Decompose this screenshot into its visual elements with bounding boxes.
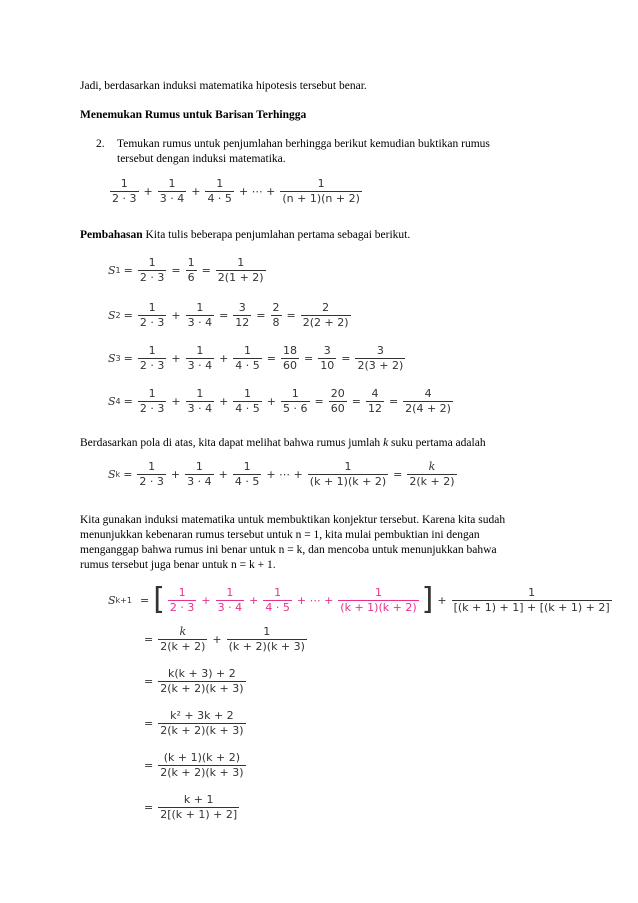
problem-line-1: Temukan rumus untuk penjumlahan berhingga berikut kemudian buktikan rumus bbox=[117, 138, 490, 150]
step-2: = $\frac{k(k + 3) + 2}{2(k + 2)(k + 3)}$ bbox=[144, 667, 244, 695]
fraction: $\frac{1}{4 \cdot 5}$ bbox=[207, 177, 232, 205]
pembahasan-paragraph: Pembahasan Kita tulis beberapa penjumlahan pertama sebagai berikut. bbox=[80, 229, 411, 241]
equation-sk: S k = $\frac{1}{2 \cdot 3}$ + $\frac{1}{3 \cdot 4}$ + $\frac{1}{4 \cdot 5}$ + ⋯ + $\frac{1}{(k + 1)(k + 2)}$ = $\frac{k}{2(k + 2)}$ bbox=[108, 460, 455, 488]
induksi-line-1: Kita gunakan induksi matematika untuk membuktikan konjektur tersebut. Karena kita sudah bbox=[80, 514, 506, 526]
step-4: = $\frac{(k + 1)(k + 2)}{2(k + 2)(k + 3)}$ bbox=[144, 751, 244, 779]
induksi-line-4: rumus tersebut juga benar untuk n = k + 1. bbox=[80, 559, 276, 571]
pembahasan-label: Pembahasan bbox=[80, 229, 143, 241]
induksi-line-3: menganggap bahwa rumus ini benar untuk n = k, dan mencoba untuk menunjukkan bahwa bbox=[80, 544, 497, 556]
problem-number: 2. bbox=[96, 138, 105, 150]
series-expression: $\frac{1}{2 \cdot 3}$ + $\frac{1}{3 \cdot 4}$ + $\frac{1}{4 \cdot 5}$ + ⋯ + $\frac{1}{(n + 1)(n + 2)}$ bbox=[112, 177, 360, 205]
section-heading: Menemukan Rumus untuk Barisan Terhingga bbox=[80, 109, 307, 121]
fraction: $\frac{1}{2 \cdot 3}$ bbox=[112, 177, 137, 205]
problem-line-2: tersebut dengan induksi matematika. bbox=[117, 153, 286, 165]
step-3: = $\frac{\text{k² + 3k + 2}}{2(k + 2)(k + 3)}$ bbox=[144, 709, 244, 737]
intro-paragraph: Jadi, berdasarkan induksi matematika hipotesis tersebut benar. bbox=[80, 80, 367, 92]
equation-sk1: S k+1 = [ $\frac{1}{2 \cdot 3}$ + $\frac{1}{3 \cdot 4}$ + $\frac{1}{4 \cdot 5}$ + ⋯ + $\frac{1}{(k + 1)(k + 2)}$ ] + $\frac{1}{[(k + 1) + 1] + [(k + 1) + 2]}$ bbox=[108, 582, 610, 617]
equation-s1: S 1 = $\frac{1}{2 \cdot 3}$ = $\frac{1}{6}$ = $\frac{1}{2(1 + 2)}$ bbox=[108, 256, 264, 284]
fraction: $\frac{1}{3 \cdot 4}$ bbox=[159, 177, 185, 205]
induksi-line-2: menunjukkan kebenaran rumus tersebut untuk n = 1, kita mulai pembuktian ini dengan bbox=[80, 529, 480, 541]
pola-paragraph: Berdasarkan pola di atas, kita dapat melihat bahwa rumus jumlah k suku pertama adalah bbox=[80, 437, 486, 449]
equation-s4: S 4 = $\frac{1}{2 \cdot 3}$ + $\frac{1}{3 \cdot 4}$ + $\frac{1}{4 \cdot 5}$ + $\frac{1}{5 \cdot 6}$ = $\frac{20}{60}$ = $\frac{4}{12}$ = $\frac{4}{2(4 + 2)}$ bbox=[108, 387, 451, 415]
equation-s2: S 2 = $\frac{1}{2 \cdot 3}$ + $\frac{1}{3 \cdot 4}$ = $\frac{3}{12}$ = $\frac{2}{8}$ = $\frac{2}{2(2 + 2)}$ bbox=[108, 301, 349, 329]
step-5: = $\frac{k + 1}{2[(k + 1) + 2]}$ bbox=[144, 793, 238, 821]
step-1: = $\frac{k}{2(k + 2)}$ + $\frac{1}{(k + 2)(k + 3)}$ bbox=[144, 625, 305, 653]
equation-s3: S 3 = $\frac{1}{2 \cdot 3}$ + $\frac{1}{3 \cdot 4}$ + $\frac{1}{4 \cdot 5}$ = $\frac{18}{60}$ = $\frac{3}{10}$ = $\frac{3}{2(3 + 2)}$ bbox=[108, 344, 404, 372]
fraction: $\frac{1}{(n + 1)(n + 2)}$ bbox=[282, 177, 360, 205]
